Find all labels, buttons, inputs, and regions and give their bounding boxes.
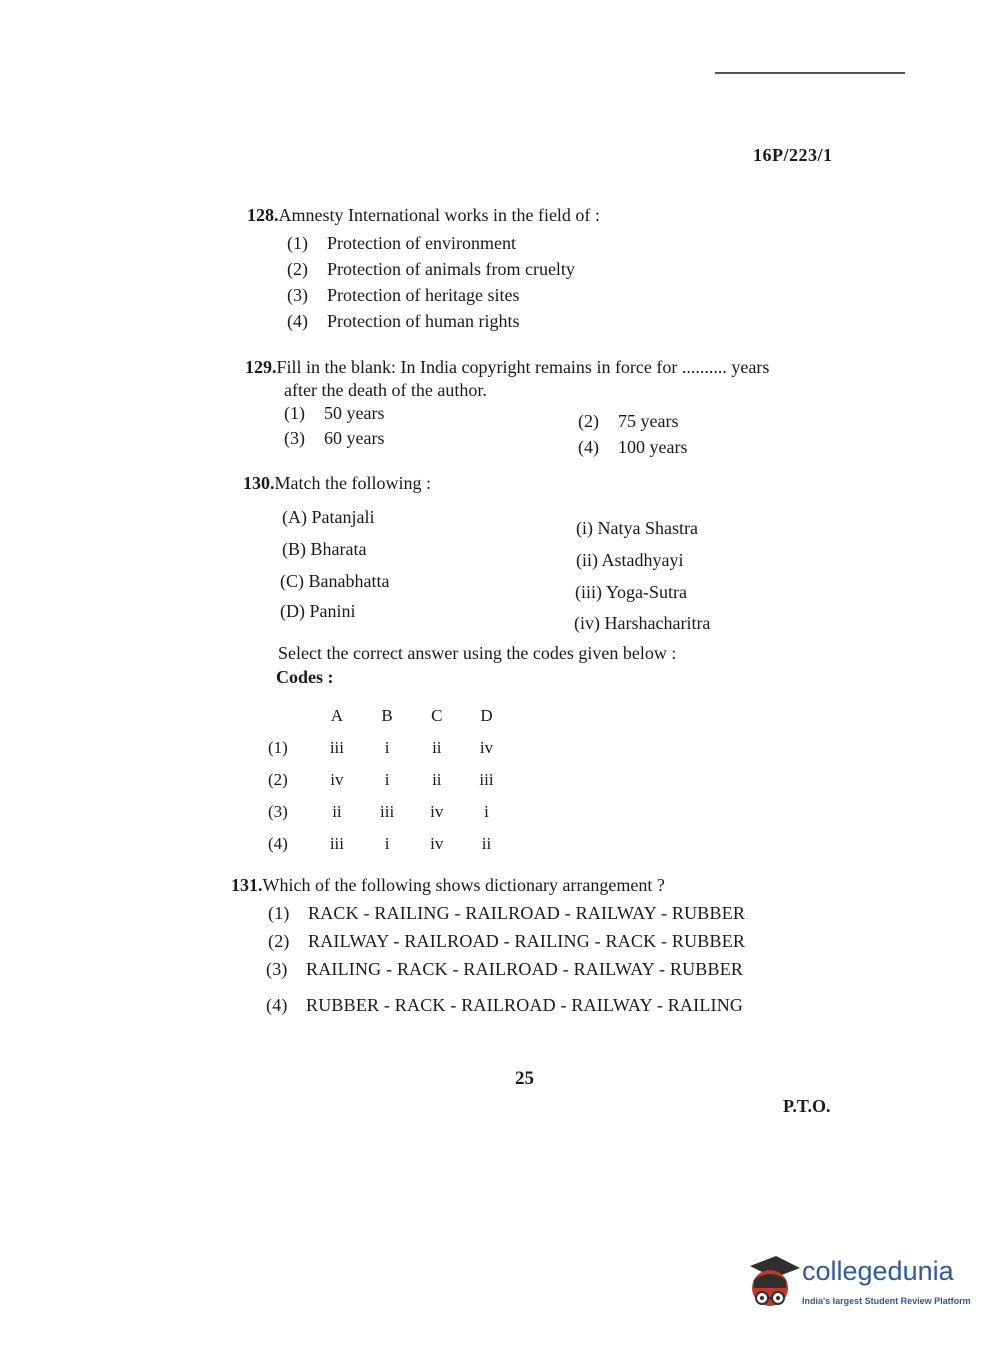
logo-tagline: India's largest Student Review Platform (802, 1296, 971, 1306)
column-header: A (330, 706, 344, 725)
row-number: (3) (268, 802, 288, 821)
table-cell: iii (479, 770, 494, 789)
pto-label: P.T.O. (783, 1096, 831, 1116)
question-128 (247, 205, 600, 226)
question-129-line2: after the death of the author. (284, 380, 487, 400)
q128-option-4: (4) Protection of human rights (287, 311, 520, 331)
q131-option-1: (1) RACK - RAILING - RAILROAD - RAILWAY - RUBBER (268, 903, 746, 923)
q129-option-1: (1) 50 years (284, 403, 385, 423)
codes-label: Codes : (276, 667, 334, 687)
q128-option-1: (1) Protection of environment (287, 233, 516, 253)
question-number: 130. (243, 473, 275, 493)
table-cell: iv (330, 770, 344, 789)
logo-wordmark: collegedunia (802, 1256, 954, 1286)
row-number: (2) (268, 770, 288, 789)
table-row (268, 796, 512, 828)
table-cell: ii (432, 738, 442, 757)
question-text: Amnesty International works in the field of : (278, 205, 600, 225)
collegedunia-logo (742, 1250, 972, 1320)
question-text: Fill in the blank: In India copyright remains in force for .......... years (276, 357, 770, 377)
column-header: B (381, 706, 393, 725)
table-cell: iv (430, 834, 444, 853)
question-number: 128. (247, 205, 279, 225)
q131-option-2: (2) RAILWAY - RAILROAD - RAILING - RACK - RUBBER (268, 931, 746, 951)
question-129 (245, 357, 769, 378)
match-right-iv: (iv) Harshacharitra (574, 613, 711, 633)
table-cell: iii (380, 802, 395, 821)
match-right-i: (i) Natya Shastra (576, 518, 698, 538)
codes-header-row (268, 700, 512, 732)
table-cell: ii (332, 802, 342, 821)
table-cell: i (384, 738, 390, 757)
paper-code: 16P/223/1 (753, 145, 833, 165)
column-header: C (431, 706, 443, 725)
q128-option-3: (3) Protection of heritage sites (287, 285, 520, 305)
q129-option-2: (2) 75 years (578, 411, 679, 431)
q129-option-3: (3) 60 years (284, 428, 385, 448)
header-rule (715, 72, 905, 74)
question-number: 129. (245, 357, 277, 377)
row-number: (4) (268, 834, 288, 853)
table-row (268, 732, 512, 764)
row-number: (1) (268, 738, 288, 757)
table-cell: iii (329, 834, 344, 853)
table-row (268, 764, 512, 796)
q128-option-2: (2) Protection of animals from cruelty (287, 259, 575, 279)
match-left-c: (C) Banabhatta (280, 571, 390, 591)
table-cell: iii (329, 738, 344, 757)
codes-table (268, 700, 512, 860)
question-130 (243, 473, 431, 494)
table-cell: iv (430, 802, 444, 821)
table-cell: i (484, 802, 489, 821)
table-cell: i (384, 834, 390, 853)
match-left-a: (A) Patanjali (282, 507, 375, 527)
match-right-ii: (ii) Astadhyayi (576, 550, 684, 570)
match-left-b: (B) Bharata (282, 539, 367, 559)
q129-option-4: (4) 100 years (578, 437, 688, 457)
table-cell: ii (481, 834, 492, 853)
q131-option-3: (3) RAILING - RACK - RAILROAD - RAILWAY - RUBBER (266, 959, 744, 979)
question-131 (231, 875, 665, 896)
table-row (268, 828, 512, 860)
mascot-icon (742, 1250, 802, 1320)
match-left-d: (D) Panini (280, 601, 356, 621)
page-number: 25 (515, 1068, 534, 1089)
match-right-iii: (iii) Yoga-Sutra (575, 582, 687, 602)
table-cell: iv (479, 738, 494, 757)
table-cell: ii (432, 770, 442, 789)
instruction-text: Select the correct answer using the codes given below : (278, 643, 677, 663)
q131-option-4: (4) RUBBER - RACK - RAILROAD - RAILWAY - RAILING (266, 995, 744, 1015)
row-number-header (268, 700, 312, 732)
question-text: Which of the following shows dictionary arrangement ? (262, 875, 665, 895)
column-header: D (480, 706, 493, 725)
question-text: Match the following : (274, 473, 431, 493)
question-number: 131. (231, 875, 263, 895)
table-cell: i (384, 770, 390, 789)
